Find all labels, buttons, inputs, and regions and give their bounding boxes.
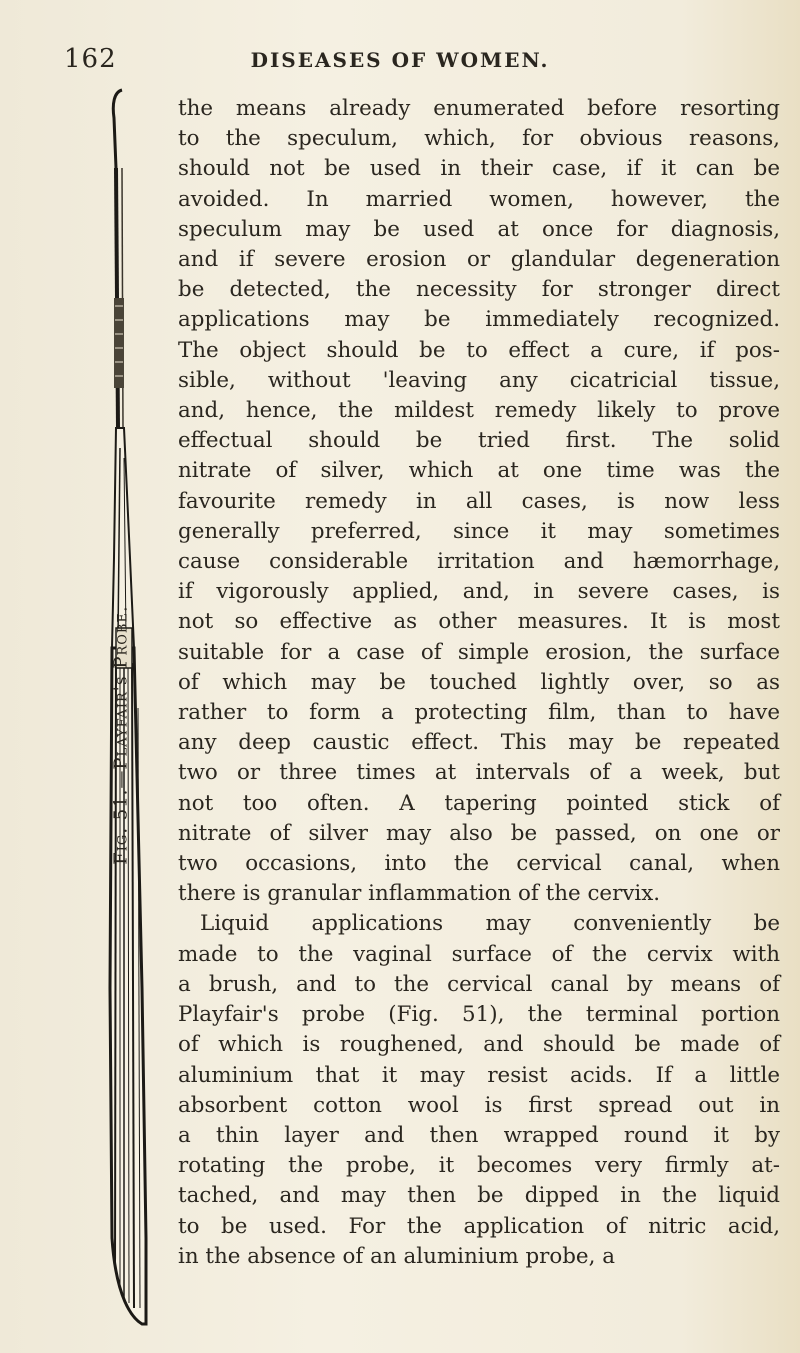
text-line: favourite remedy in all cases, is now less <box>178 488 780 514</box>
text-line: nitrate of silver, which at one time was the <box>178 458 780 484</box>
page-number: 162 <box>64 44 117 74</box>
text-line: two or three times at intervals of a week, but <box>178 760 780 786</box>
text-line: sible, without 'leaving any cicatricial tissue, <box>178 367 780 393</box>
text-line: a thin layer and then wrapped round it by <box>178 1122 780 1148</box>
text-line: aluminium that it may resist acids. If a little <box>178 1062 780 1088</box>
text-line: not so effective as other measures. It is most <box>178 609 780 635</box>
text-line: should not be used in their case, if it can be <box>178 156 780 182</box>
text-line: a brush, and to the cervical canal by means of <box>178 971 780 997</box>
text-line: if vigorously applied, and, in severe cases, is <box>178 579 780 605</box>
text-line: be detected, the necessity for stronger direct <box>178 277 780 303</box>
text-line: tached, and may then be dipped in the liquid <box>178 1183 780 1209</box>
text-line: the means already enumerated before resorting <box>178 96 780 121</box>
probe-tip <box>113 90 122 168</box>
text-line: not too often. A tapering pointed stick of <box>178 790 780 816</box>
text-line: to be used. For the application of nitric acid, <box>178 1213 780 1239</box>
text-line: any deep caustic effect. This may be repeated <box>178 730 780 756</box>
text-line: generally preferred, since it may sometimes <box>178 518 780 544</box>
paragraph-end-line: there is granular inflammation of the cervix. <box>178 881 661 907</box>
text-line: rotating the probe, it becomes very firmly at- <box>178 1153 780 1179</box>
text-line: two occasions, into the cervical canal, when <box>178 851 780 877</box>
text-line: Playfair's probe (Fig. 51), the terminal portion <box>178 1002 780 1028</box>
figure-caption-text: Fig. 51.—Playfair's Probe. <box>110 605 132 865</box>
text-line: avoided. In married women, however, the <box>178 186 780 212</box>
text-line: suitable for a case of simple erosion, the surface <box>178 639 780 665</box>
text-line: made to the vaginal surface of the cervix with <box>178 941 780 967</box>
paragraph-start-line: Liquid applications may conveniently be <box>200 911 780 937</box>
text-line: nitrate of silver may also be passed, on one or <box>178 820 780 846</box>
probe-roughened-section <box>114 298 124 388</box>
text-line: The object should be to effect a cure, if pos- <box>178 337 780 363</box>
text-line: effectual should be tried first. The solid <box>178 428 780 454</box>
text-line: of which may be touched lightly over, so as <box>178 669 780 695</box>
text-line: to the speculum, which, for obvious reasons, <box>178 126 780 152</box>
text-line: and, hence, the mildest remedy likely to prove <box>178 398 780 424</box>
text-line: of which is roughened, and should be made of <box>178 1032 780 1058</box>
running-head: DISEASES OF WOMEN. <box>250 48 550 72</box>
text-line: cause considerable irritation and hæmorrhage, <box>178 549 780 575</box>
body-text <box>178 94 780 1272</box>
text-line: speculum may be used at once for diagnosis, <box>178 216 780 242</box>
text-line: applications may be immediately recognized. <box>178 307 780 333</box>
text-line: absorbent cotton wool is first spread out in <box>178 1092 780 1118</box>
text-line: and if severe erosion or glandular degeneration <box>178 247 780 273</box>
text-line: in the absence of an aluminium probe, a <box>178 1243 615 1269</box>
text-line: rather to form a protecting film, than to have <box>178 700 780 726</box>
